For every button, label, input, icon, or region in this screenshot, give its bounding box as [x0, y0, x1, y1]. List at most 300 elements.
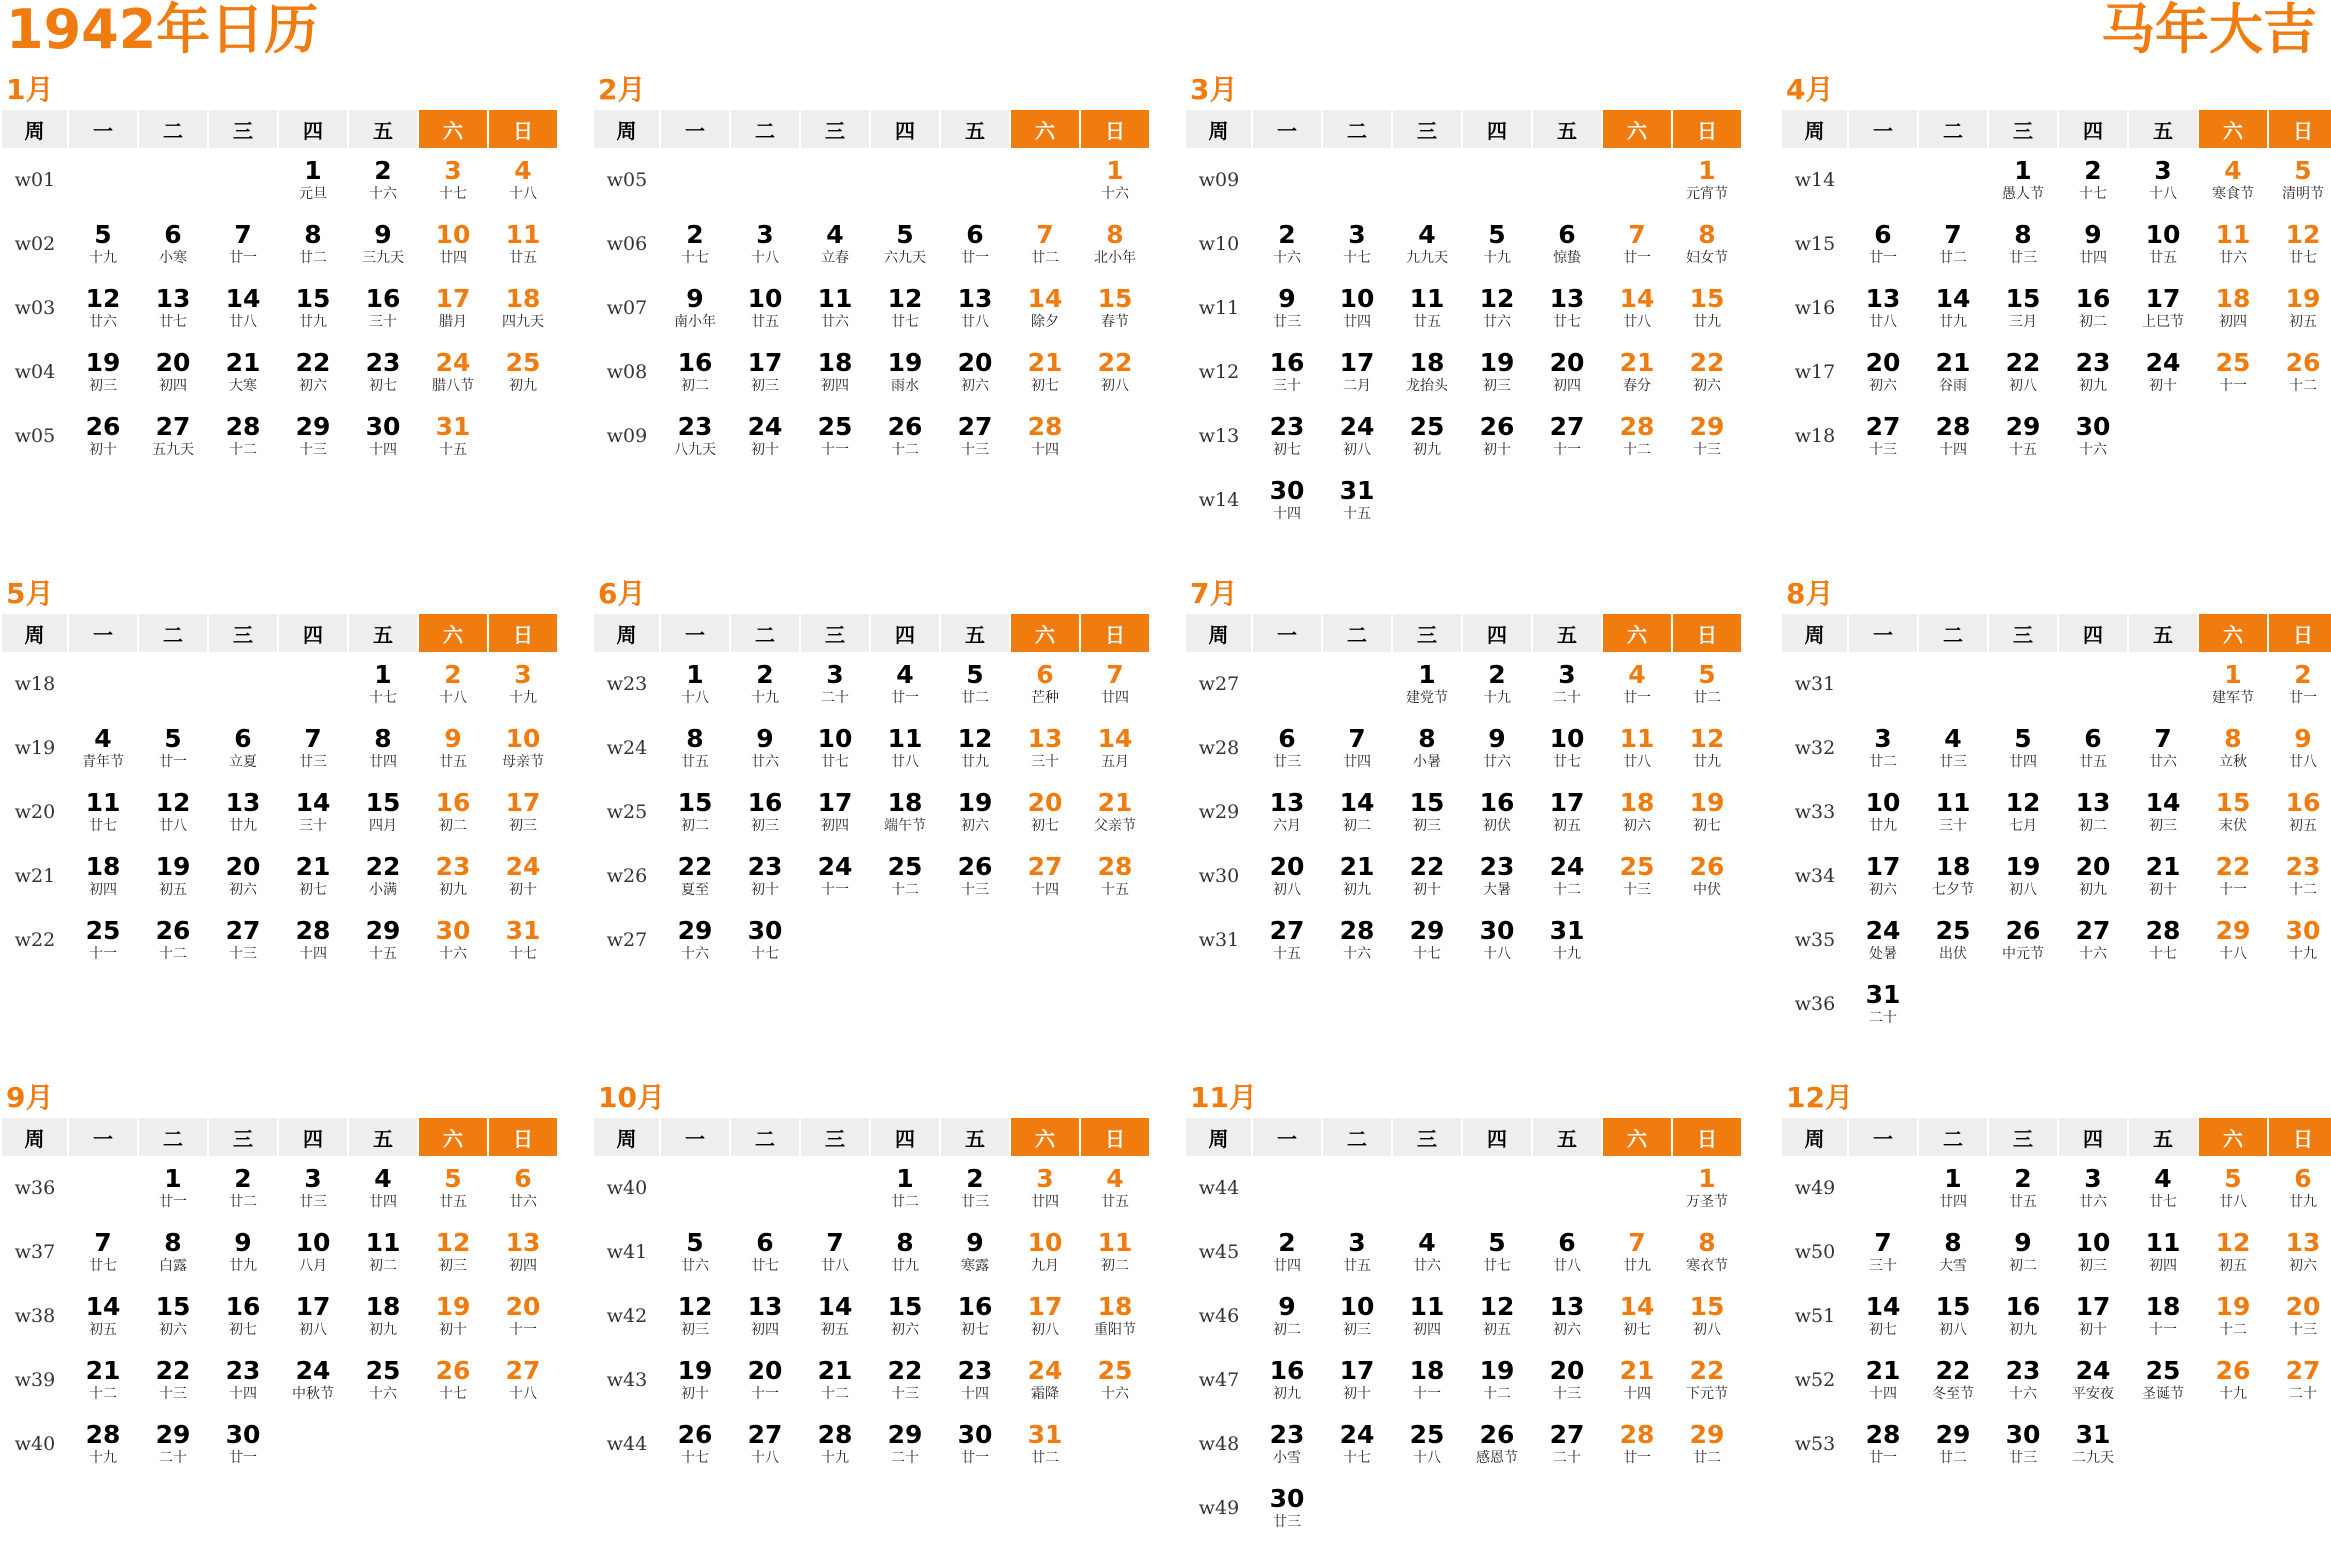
day-cell[interactable] [488, 780, 558, 844]
day-cell[interactable] [1322, 1412, 1392, 1476]
day-cell[interactable] [870, 340, 940, 404]
day-cell[interactable] [2268, 1156, 2331, 1220]
day-cell[interactable] [418, 212, 488, 276]
day-cell[interactable] [1918, 1220, 1988, 1284]
day-cell[interactable] [730, 1220, 800, 1284]
day-cell[interactable] [1462, 276, 1532, 340]
day-cell[interactable] [1392, 844, 1462, 908]
day-cell[interactable] [2128, 716, 2198, 780]
day-cell[interactable] [1252, 212, 1322, 276]
day-cell[interactable] [1392, 212, 1462, 276]
day-cell[interactable] [1252, 1348, 1322, 1412]
day-cell[interactable] [940, 780, 1010, 844]
day-cell[interactable] [2198, 716, 2268, 780]
day-cell[interactable] [488, 652, 558, 716]
day-cell[interactable] [1462, 1348, 1532, 1412]
day-cell[interactable] [1252, 1284, 1322, 1348]
day-cell[interactable] [348, 716, 418, 780]
day-cell[interactable] [138, 780, 208, 844]
day-cell[interactable] [2058, 148, 2128, 212]
day-cell[interactable] [68, 716, 138, 780]
day-cell[interactable] [1532, 716, 1602, 780]
day-cell[interactable] [1080, 212, 1150, 276]
day-cell[interactable] [800, 340, 870, 404]
day-cell[interactable] [2198, 1348, 2268, 1412]
day-cell[interactable] [1010, 212, 1080, 276]
day-cell[interactable] [2268, 908, 2331, 972]
day-cell[interactable] [940, 340, 1010, 404]
day-cell[interactable] [2128, 780, 2198, 844]
day-cell[interactable] [1848, 340, 1918, 404]
day-cell[interactable] [68, 212, 138, 276]
day-cell[interactable] [1010, 1348, 1080, 1412]
day-cell[interactable] [278, 212, 348, 276]
day-cell[interactable] [730, 1412, 800, 1476]
day-cell[interactable] [418, 1156, 488, 1220]
day-cell[interactable] [488, 1348, 558, 1412]
day-cell[interactable] [278, 1348, 348, 1412]
day-cell[interactable] [2268, 1284, 2331, 1348]
day-cell[interactable] [1010, 1412, 1080, 1476]
day-cell[interactable] [1672, 404, 1742, 468]
day-cell[interactable] [800, 1220, 870, 1284]
day-cell[interactable] [940, 1220, 1010, 1284]
day-cell[interactable] [1988, 716, 2058, 780]
day-cell[interactable] [1010, 276, 1080, 340]
day-cell[interactable] [660, 1412, 730, 1476]
day-cell[interactable] [940, 1412, 1010, 1476]
day-cell[interactable] [2198, 780, 2268, 844]
day-cell[interactable] [488, 340, 558, 404]
day-cell[interactable] [488, 908, 558, 972]
day-cell[interactable] [1392, 908, 1462, 972]
day-cell[interactable] [800, 716, 870, 780]
day-cell[interactable] [1392, 1284, 1462, 1348]
day-cell[interactable] [730, 340, 800, 404]
day-cell[interactable] [730, 780, 800, 844]
day-cell[interactable] [1080, 780, 1150, 844]
day-cell[interactable] [870, 1348, 940, 1412]
day-cell[interactable] [1252, 404, 1322, 468]
day-cell[interactable] [1532, 276, 1602, 340]
day-cell[interactable] [2058, 276, 2128, 340]
day-cell[interactable] [1988, 404, 2058, 468]
day-cell[interactable] [1252, 1476, 1322, 1540]
day-cell[interactable] [138, 844, 208, 908]
day-cell[interactable] [418, 780, 488, 844]
day-cell[interactable] [208, 844, 278, 908]
day-cell[interactable] [1322, 844, 1392, 908]
day-cell[interactable] [348, 908, 418, 972]
day-cell[interactable] [730, 1348, 800, 1412]
day-cell[interactable] [2058, 340, 2128, 404]
day-cell[interactable] [1988, 844, 2058, 908]
day-cell[interactable] [208, 1412, 278, 1476]
day-cell[interactable] [940, 1348, 1010, 1412]
day-cell[interactable] [138, 340, 208, 404]
day-cell[interactable] [1848, 1412, 1918, 1476]
day-cell[interactable] [348, 404, 418, 468]
day-cell[interactable] [348, 1156, 418, 1220]
day-cell[interactable] [1848, 908, 1918, 972]
day-cell[interactable] [488, 1220, 558, 1284]
day-cell[interactable] [1672, 652, 1742, 716]
day-cell[interactable] [418, 1284, 488, 1348]
day-cell[interactable] [1988, 340, 2058, 404]
day-cell[interactable] [488, 1284, 558, 1348]
day-cell[interactable] [1918, 276, 1988, 340]
day-cell[interactable] [1532, 908, 1602, 972]
day-cell[interactable] [730, 844, 800, 908]
day-cell[interactable] [1462, 652, 1532, 716]
day-cell[interactable] [2198, 652, 2268, 716]
day-cell[interactable] [138, 716, 208, 780]
day-cell[interactable] [870, 716, 940, 780]
day-cell[interactable] [800, 780, 870, 844]
day-cell[interactable] [1392, 340, 1462, 404]
day-cell[interactable] [1602, 404, 1672, 468]
day-cell[interactable] [2058, 212, 2128, 276]
day-cell[interactable] [2058, 844, 2128, 908]
day-cell[interactable] [1462, 716, 1532, 780]
day-cell[interactable] [2128, 1284, 2198, 1348]
day-cell[interactable] [1672, 1284, 1742, 1348]
day-cell[interactable] [278, 1156, 348, 1220]
day-cell[interactable] [1392, 276, 1462, 340]
day-cell[interactable] [68, 1220, 138, 1284]
day-cell[interactable] [660, 1220, 730, 1284]
day-cell[interactable] [1322, 780, 1392, 844]
day-cell[interactable] [348, 148, 418, 212]
day-cell[interactable] [488, 212, 558, 276]
day-cell[interactable] [1322, 276, 1392, 340]
day-cell[interactable] [278, 780, 348, 844]
day-cell[interactable] [1462, 908, 1532, 972]
day-cell[interactable] [1672, 780, 1742, 844]
day-cell[interactable] [1988, 780, 2058, 844]
day-cell[interactable] [1252, 716, 1322, 780]
day-cell[interactable] [1532, 340, 1602, 404]
day-cell[interactable] [2058, 404, 2128, 468]
day-cell[interactable] [68, 1412, 138, 1476]
day-cell[interactable] [940, 1284, 1010, 1348]
day-cell[interactable] [488, 844, 558, 908]
day-cell[interactable] [660, 908, 730, 972]
day-cell[interactable] [1080, 1156, 1150, 1220]
day-cell[interactable] [730, 276, 800, 340]
day-cell[interactable] [2128, 1156, 2198, 1220]
day-cell[interactable] [1918, 1348, 1988, 1412]
day-cell[interactable] [348, 780, 418, 844]
day-cell[interactable] [2128, 340, 2198, 404]
day-cell[interactable] [488, 1156, 558, 1220]
day-cell[interactable] [800, 1284, 870, 1348]
day-cell[interactable] [1322, 1220, 1392, 1284]
day-cell[interactable] [138, 908, 208, 972]
day-cell[interactable] [2058, 1156, 2128, 1220]
day-cell[interactable] [730, 908, 800, 972]
day-cell[interactable] [138, 1156, 208, 1220]
day-cell[interactable] [1672, 1348, 1742, 1412]
day-cell[interactable] [68, 1348, 138, 1412]
day-cell[interactable] [2198, 212, 2268, 276]
day-cell[interactable] [208, 908, 278, 972]
day-cell[interactable] [800, 1348, 870, 1412]
day-cell[interactable] [800, 404, 870, 468]
day-cell[interactable] [660, 340, 730, 404]
day-cell[interactable] [1988, 1220, 2058, 1284]
day-cell[interactable] [1252, 844, 1322, 908]
day-cell[interactable] [348, 1348, 418, 1412]
day-cell[interactable] [208, 780, 278, 844]
day-cell[interactable] [1010, 716, 1080, 780]
day-cell[interactable] [2198, 1156, 2268, 1220]
day-cell[interactable] [1848, 844, 1918, 908]
day-cell[interactable] [1602, 716, 1672, 780]
day-cell[interactable] [1322, 908, 1392, 972]
day-cell[interactable] [1918, 780, 1988, 844]
day-cell[interactable] [1392, 1412, 1462, 1476]
day-cell[interactable] [1392, 780, 1462, 844]
day-cell[interactable] [1602, 1348, 1672, 1412]
day-cell[interactable] [1848, 716, 1918, 780]
day-cell[interactable] [1672, 276, 1742, 340]
day-cell[interactable] [800, 652, 870, 716]
day-cell[interactable] [1988, 908, 2058, 972]
day-cell[interactable] [730, 1284, 800, 1348]
day-cell[interactable] [278, 340, 348, 404]
day-cell[interactable] [1462, 212, 1532, 276]
day-cell[interactable] [1010, 844, 1080, 908]
day-cell[interactable] [940, 716, 1010, 780]
day-cell[interactable] [348, 276, 418, 340]
day-cell[interactable] [1918, 1284, 1988, 1348]
day-cell[interactable] [730, 212, 800, 276]
day-cell[interactable] [870, 844, 940, 908]
day-cell[interactable] [870, 276, 940, 340]
day-cell[interactable] [1010, 780, 1080, 844]
day-cell[interactable] [1462, 340, 1532, 404]
day-cell[interactable] [1532, 1220, 1602, 1284]
day-cell[interactable] [1848, 1220, 1918, 1284]
day-cell[interactable] [1672, 148, 1742, 212]
day-cell[interactable] [2128, 148, 2198, 212]
day-cell[interactable] [870, 1156, 940, 1220]
day-cell[interactable] [208, 1348, 278, 1412]
day-cell[interactable] [208, 404, 278, 468]
day-cell[interactable] [1322, 468, 1392, 532]
day-cell[interactable] [1848, 1348, 1918, 1412]
day-cell[interactable] [940, 1156, 1010, 1220]
day-cell[interactable] [208, 1220, 278, 1284]
day-cell[interactable] [418, 148, 488, 212]
day-cell[interactable] [278, 148, 348, 212]
day-cell[interactable] [2198, 276, 2268, 340]
day-cell[interactable] [348, 1284, 418, 1348]
day-cell[interactable] [940, 212, 1010, 276]
day-cell[interactable] [418, 1348, 488, 1412]
day-cell[interactable] [2058, 716, 2128, 780]
day-cell[interactable] [488, 148, 558, 212]
day-cell[interactable] [1010, 1284, 1080, 1348]
day-cell[interactable] [1532, 1348, 1602, 1412]
day-cell[interactable] [68, 1284, 138, 1348]
day-cell[interactable] [1532, 212, 1602, 276]
day-cell[interactable] [348, 652, 418, 716]
day-cell[interactable] [208, 1284, 278, 1348]
day-cell[interactable] [2058, 1284, 2128, 1348]
day-cell[interactable] [1918, 1156, 1988, 1220]
day-cell[interactable] [800, 212, 870, 276]
day-cell[interactable] [2128, 276, 2198, 340]
day-cell[interactable] [870, 404, 940, 468]
day-cell[interactable] [68, 340, 138, 404]
day-cell[interactable] [1010, 1156, 1080, 1220]
day-cell[interactable] [348, 340, 418, 404]
day-cell[interactable] [2058, 1348, 2128, 1412]
day-cell[interactable] [1392, 652, 1462, 716]
day-cell[interactable] [1322, 340, 1392, 404]
day-cell[interactable] [1252, 468, 1322, 532]
day-cell[interactable] [278, 844, 348, 908]
day-cell[interactable] [208, 1156, 278, 1220]
day-cell[interactable] [660, 652, 730, 716]
day-cell[interactable] [2268, 780, 2331, 844]
day-cell[interactable] [68, 908, 138, 972]
day-cell[interactable] [418, 908, 488, 972]
day-cell[interactable] [1988, 1412, 2058, 1476]
day-cell[interactable] [1392, 716, 1462, 780]
day-cell[interactable] [870, 1412, 940, 1476]
day-cell[interactable] [1252, 780, 1322, 844]
day-cell[interactable] [138, 1284, 208, 1348]
day-cell[interactable] [1918, 716, 1988, 780]
day-cell[interactable] [418, 276, 488, 340]
day-cell[interactable] [1988, 276, 2058, 340]
day-cell[interactable] [138, 404, 208, 468]
day-cell[interactable] [2058, 908, 2128, 972]
day-cell[interactable] [1322, 716, 1392, 780]
day-cell[interactable] [2198, 148, 2268, 212]
day-cell[interactable] [1918, 1412, 1988, 1476]
day-cell[interactable] [138, 1412, 208, 1476]
day-cell[interactable] [1392, 1220, 1462, 1284]
day-cell[interactable] [1848, 972, 1918, 1036]
day-cell[interactable] [1848, 404, 1918, 468]
day-cell[interactable] [1392, 1348, 1462, 1412]
day-cell[interactable] [1322, 1348, 1392, 1412]
day-cell[interactable] [2198, 844, 2268, 908]
day-cell[interactable] [1010, 404, 1080, 468]
day-cell[interactable] [1672, 1156, 1742, 1220]
day-cell[interactable] [2198, 1220, 2268, 1284]
day-cell[interactable] [1602, 276, 1672, 340]
day-cell[interactable] [1532, 780, 1602, 844]
day-cell[interactable] [2128, 1220, 2198, 1284]
day-cell[interactable] [208, 212, 278, 276]
day-cell[interactable] [1080, 1220, 1150, 1284]
day-cell[interactable] [940, 652, 1010, 716]
day-cell[interactable] [278, 276, 348, 340]
day-cell[interactable] [208, 340, 278, 404]
day-cell[interactable] [1252, 908, 1322, 972]
day-cell[interactable] [138, 1348, 208, 1412]
day-cell[interactable] [2268, 844, 2331, 908]
day-cell[interactable] [1602, 652, 1672, 716]
day-cell[interactable] [278, 1284, 348, 1348]
day-cell[interactable] [2198, 908, 2268, 972]
day-cell[interactable] [1010, 1220, 1080, 1284]
day-cell[interactable] [870, 212, 940, 276]
day-cell[interactable] [2128, 844, 2198, 908]
day-cell[interactable] [800, 844, 870, 908]
day-cell[interactable] [1988, 1156, 2058, 1220]
day-cell[interactable] [1532, 1412, 1602, 1476]
day-cell[interactable] [660, 1284, 730, 1348]
day-cell[interactable] [1672, 1220, 1742, 1284]
day-cell[interactable] [1462, 844, 1532, 908]
day-cell[interactable] [660, 716, 730, 780]
day-cell[interactable] [1532, 652, 1602, 716]
day-cell[interactable] [1848, 780, 1918, 844]
day-cell[interactable] [1532, 404, 1602, 468]
day-cell[interactable] [138, 212, 208, 276]
day-cell[interactable] [2268, 1348, 2331, 1412]
day-cell[interactable] [68, 844, 138, 908]
day-cell[interactable] [1080, 652, 1150, 716]
day-cell[interactable] [1918, 212, 1988, 276]
day-cell[interactable] [1462, 1284, 1532, 1348]
day-cell[interactable] [1080, 148, 1150, 212]
day-cell[interactable] [940, 844, 1010, 908]
day-cell[interactable] [348, 1220, 418, 1284]
day-cell[interactable] [1532, 844, 1602, 908]
day-cell[interactable] [660, 276, 730, 340]
day-cell[interactable] [1988, 1284, 2058, 1348]
day-cell[interactable] [1672, 340, 1742, 404]
day-cell[interactable] [2268, 276, 2331, 340]
day-cell[interactable] [2058, 780, 2128, 844]
day-cell[interactable] [1602, 1412, 1672, 1476]
day-cell[interactable] [1252, 340, 1322, 404]
day-cell[interactable] [208, 276, 278, 340]
day-cell[interactable] [1602, 340, 1672, 404]
day-cell[interactable] [730, 716, 800, 780]
day-cell[interactable] [660, 1348, 730, 1412]
day-cell[interactable] [1080, 844, 1150, 908]
day-cell[interactable] [1918, 404, 1988, 468]
day-cell[interactable] [278, 1220, 348, 1284]
day-cell[interactable] [2268, 716, 2331, 780]
day-cell[interactable] [1672, 844, 1742, 908]
day-cell[interactable] [1010, 652, 1080, 716]
day-cell[interactable] [800, 1412, 870, 1476]
day-cell[interactable] [1602, 844, 1672, 908]
day-cell[interactable] [2058, 1412, 2128, 1476]
day-cell[interactable] [1988, 212, 2058, 276]
day-cell[interactable] [2268, 340, 2331, 404]
day-cell[interactable] [660, 780, 730, 844]
day-cell[interactable] [940, 404, 1010, 468]
day-cell[interactable] [1392, 404, 1462, 468]
day-cell[interactable] [2268, 1220, 2331, 1284]
day-cell[interactable] [1462, 1220, 1532, 1284]
day-cell[interactable] [1918, 908, 1988, 972]
day-cell[interactable] [68, 404, 138, 468]
day-cell[interactable] [1602, 780, 1672, 844]
day-cell[interactable] [278, 908, 348, 972]
day-cell[interactable] [1532, 1284, 1602, 1348]
